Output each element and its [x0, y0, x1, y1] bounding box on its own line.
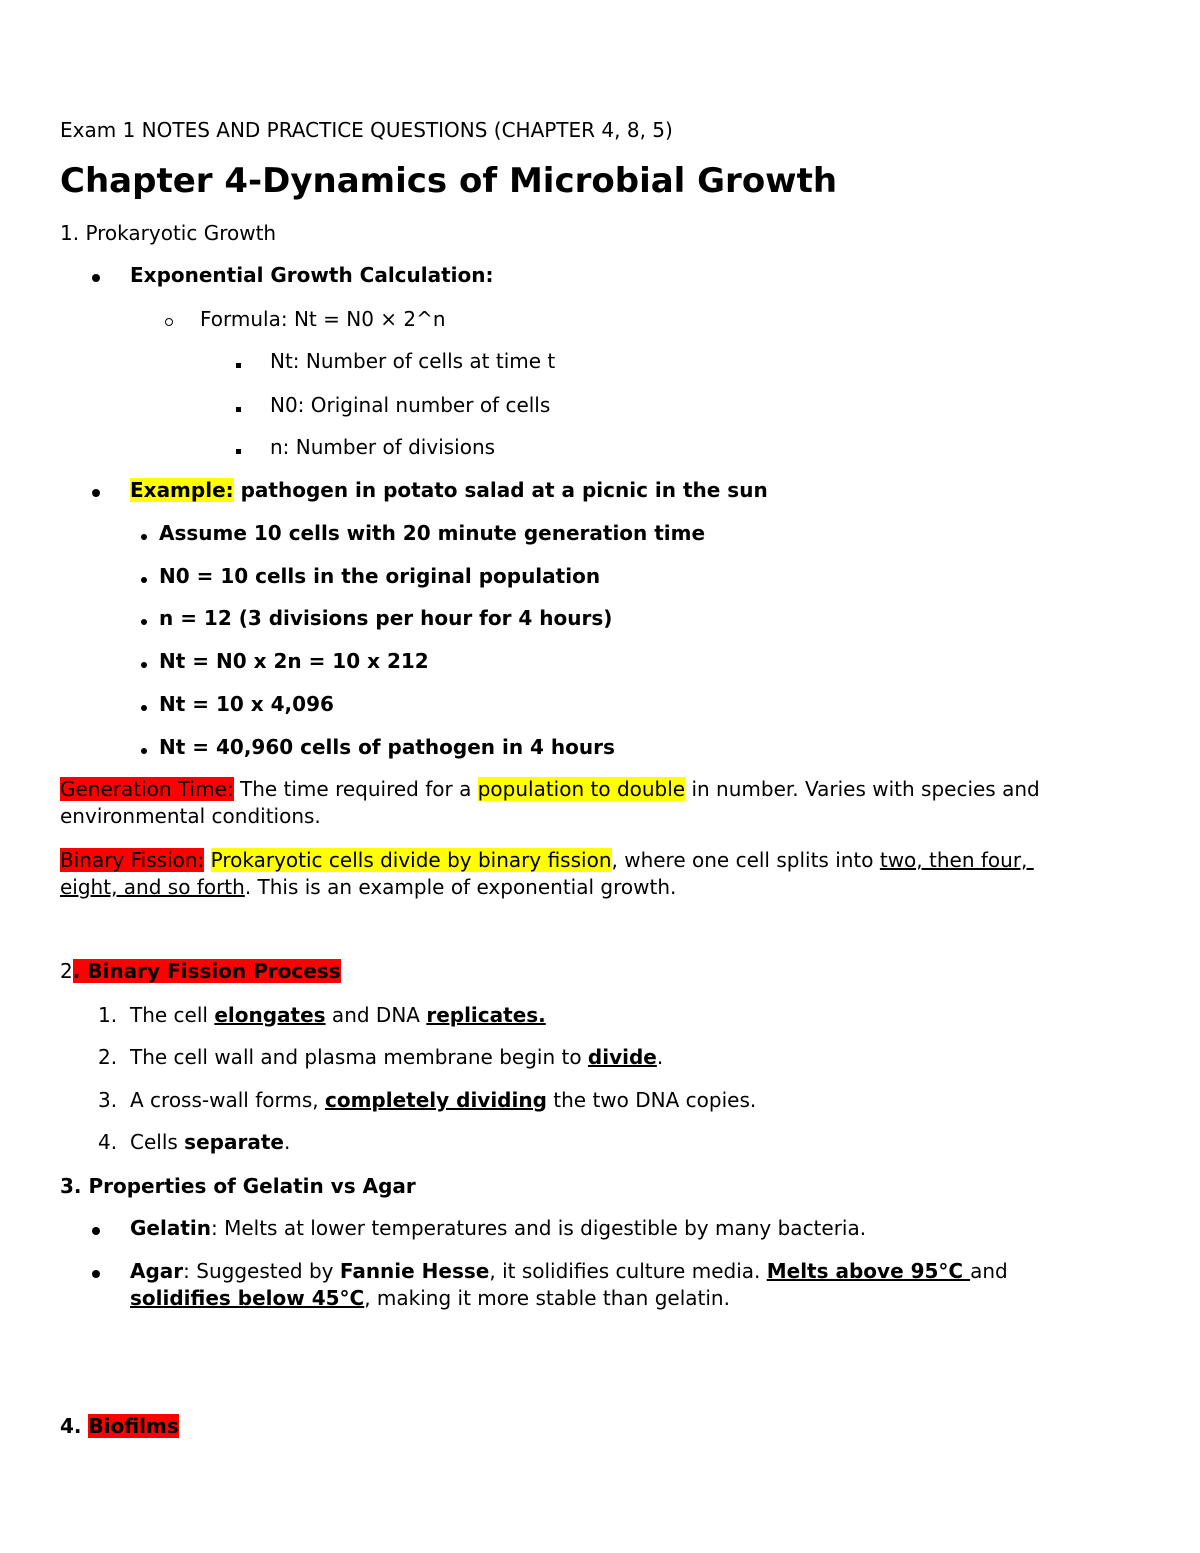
bullet-icon [141, 520, 147, 546]
bullet-icon [141, 563, 147, 589]
keyword: Melts above 95°C [766, 1259, 971, 1283]
section-number: 2 [60, 959, 73, 983]
agar-item-2 [130, 1285, 730, 1311]
formula-text: Formula: Nt = N0 × 2^n [200, 307, 446, 331]
bullet-icon [92, 477, 100, 503]
example-step: Nt = 10 x 4,096 [159, 692, 334, 716]
bullet-icon [141, 648, 147, 674]
underlined-text: eight, and so forth [60, 875, 245, 899]
square-bullet-icon [236, 392, 241, 418]
bullet-icon [141, 605, 147, 631]
binary-fission-label: Binary Fission: [60, 848, 205, 872]
step-text: . [283, 1130, 291, 1154]
agar-text: and [970, 1259, 1008, 1283]
step-number: 4. [98, 1130, 118, 1154]
keyword: completely dividing [324, 1088, 547, 1112]
binary-fission-text: . This is an example of exponential growth. [244, 875, 677, 899]
agar-item [130, 1258, 1008, 1284]
step-text: A cross-wall forms, [130, 1088, 325, 1112]
step-number: 3. [98, 1088, 118, 1112]
step-text: The cell wall and plasma membrane begin to [130, 1045, 588, 1069]
agar-text: : Suggested by [183, 1259, 340, 1283]
bullet-icon [92, 262, 100, 288]
spacer [204, 848, 210, 872]
example-label: Example: [130, 478, 234, 502]
section-heading-highlight: . Binary Fission Process [72, 959, 341, 983]
highlight-text: population to double [477, 777, 686, 801]
square-bullet-icon [236, 434, 241, 460]
step-item [130, 1087, 756, 1113]
agar-text: , it solidifies culture media. [489, 1259, 767, 1283]
section-title: 3. Properties of Gelatin vs Agar [60, 1174, 416, 1198]
step-text: and DNA [325, 1003, 427, 1027]
generation-time-line [60, 776, 1040, 802]
agar-label: Agar [130, 1259, 184, 1283]
section-number: 4. [60, 1414, 89, 1438]
bullet-icon [92, 1215, 100, 1241]
generation-time-text: The time required for a [233, 777, 478, 801]
underlined-text: two, then four, [879, 848, 1034, 872]
example-text: pathogen in potato salad at a picnic in the sun [233, 478, 768, 502]
example-step: Nt = N0 x 2n = 10 x 212 [159, 649, 429, 673]
keyword: divide [587, 1045, 657, 1069]
step-number: 2. [98, 1045, 118, 1069]
binary-fission-line-2 [60, 874, 676, 900]
highlight-text: Prokaryotic cells divide by binary fission [210, 848, 612, 872]
step-text: Cells [130, 1130, 185, 1154]
binary-fission-text: , where one cell splits into [611, 848, 880, 872]
section-title [60, 1413, 179, 1439]
generation-time-text: in number. Varies with species and [685, 777, 1040, 801]
example-line [130, 477, 768, 503]
example-step: n = 12 (3 divisions per hour for 4 hours) [159, 606, 613, 630]
keyword: replicates. [426, 1003, 546, 1027]
keyword: solidifies below 45°C [130, 1286, 365, 1310]
document-header: Exam 1 NOTES AND PRACTICE QUESTIONS (CHAPTER 4, 8, 5) [60, 118, 673, 142]
square-bullet-icon [236, 348, 241, 374]
example-step: Nt = 40,960 cells of pathogen in 4 hours [159, 735, 615, 759]
gelatin-item [130, 1215, 866, 1241]
definition-item: Nt: Number of cells at time t [270, 349, 556, 373]
section-heading-highlight: Biofilms [88, 1414, 179, 1438]
keyword: Fannie Hesse [339, 1259, 490, 1283]
step-item [130, 1044, 663, 1070]
agar-text: , making it more stable than gelatin. [364, 1286, 730, 1310]
example-step: N0 = 10 cells in the original population [159, 564, 601, 588]
step-text: . [656, 1045, 664, 1069]
section-title [60, 958, 341, 984]
bullet-icon [92, 1258, 100, 1284]
binary-fission-line [60, 847, 1034, 873]
circle-bullet-icon [165, 306, 173, 332]
exp-calc-heading: Exponential Growth Calculation: [130, 263, 494, 287]
gelatin-text: : Melts at lower temperatures and is digestible by many bacteria. [211, 1216, 867, 1240]
step-text: The cell [130, 1003, 215, 1027]
step-item [130, 1002, 546, 1028]
generation-time-text: environmental conditions. [60, 804, 321, 828]
step-number: 1. [98, 1003, 118, 1027]
gelatin-label: Gelatin [130, 1216, 211, 1240]
bullet-icon [141, 734, 147, 760]
step-text: the two DNA copies. [546, 1088, 757, 1112]
bullet-icon [141, 691, 147, 717]
keyword: elongates [214, 1003, 326, 1027]
step-item [130, 1129, 290, 1155]
section-title: 1. Prokaryotic Growth [60, 221, 277, 245]
generation-time-label: Generation Time: [60, 777, 234, 801]
example-step: Assume 10 cells with 20 minute generation time [159, 521, 706, 545]
chapter-title: Chapter 4-Dynamics of Microbial Growth [60, 161, 838, 201]
definition-item: n: Number of divisions [270, 435, 496, 459]
keyword: separate [184, 1130, 284, 1154]
definition-item: N0: Original number of cells [270, 393, 551, 417]
